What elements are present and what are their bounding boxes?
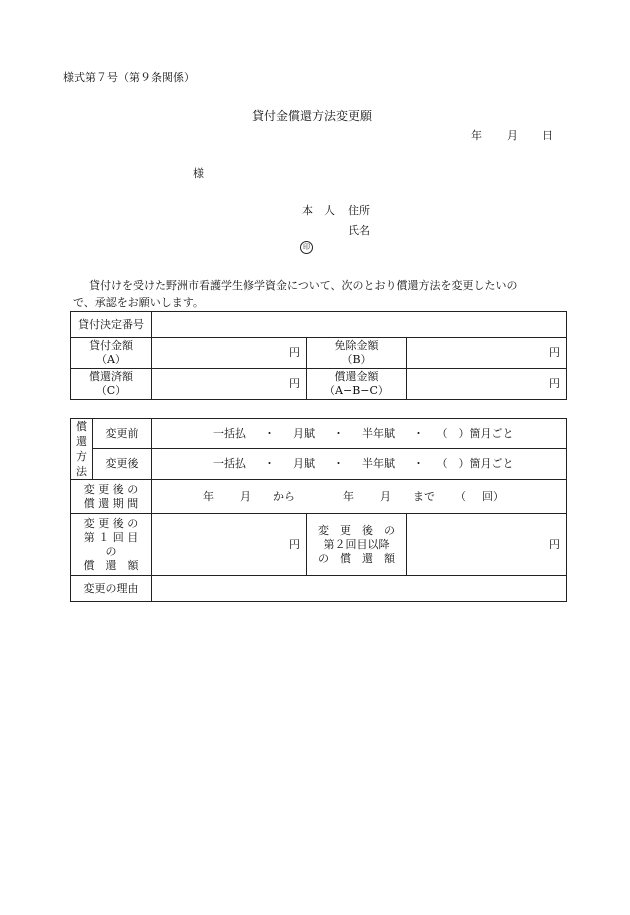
yen-unit: 円 bbox=[549, 537, 561, 551]
before-change-options[interactable]: 一括払 ・ 月賦 ・ 半年賦 ・ （ ）箇月ごと bbox=[152, 419, 567, 449]
after-change-label: 変更後 bbox=[93, 449, 152, 480]
loan-amount-field[interactable] bbox=[152, 338, 307, 369]
date-month: 月 bbox=[507, 129, 518, 142]
body-text-line2: で、承認をお願いします。 bbox=[73, 296, 204, 309]
seal-icon: 印 bbox=[300, 241, 313, 254]
repay-amount-label: 償還金額 （A−B−C） bbox=[307, 369, 407, 400]
body-text-line1: 貸付けを受けた野洲市看護学生修学資金について、次のとおり償還方法を変更したいの bbox=[89, 279, 518, 292]
repayment-period-label: 変 更 後 の 償 還 期 間 bbox=[71, 480, 152, 514]
amount-table bbox=[70, 311, 567, 400]
applicant-role: 本 人 bbox=[302, 204, 335, 217]
yen-unit: 円 bbox=[549, 377, 561, 390]
yen-unit: 円 bbox=[549, 346, 561, 359]
form-number: 様式第７号（第９条関係） bbox=[63, 71, 195, 84]
form-title: 貸付金償還方法変更願 bbox=[252, 109, 373, 123]
change-reason-field[interactable] bbox=[152, 576, 567, 602]
address-label: 住所 bbox=[348, 204, 370, 217]
before-change-label: 変更前 bbox=[93, 419, 152, 449]
name-label: 氏名 bbox=[348, 224, 370, 237]
yen-unit: 円 bbox=[289, 377, 300, 390]
first-repayment-field[interactable] bbox=[152, 514, 307, 576]
repayment-change-table bbox=[70, 418, 567, 602]
yen-unit: 円 bbox=[289, 537, 300, 551]
decision-number-field[interactable] bbox=[152, 312, 567, 338]
subsequent-repayment-field[interactable] bbox=[407, 514, 567, 576]
repaid-amount-field[interactable] bbox=[152, 369, 307, 400]
date-day: 日 bbox=[542, 129, 553, 142]
change-reason-label: 変更の理由 bbox=[71, 576, 152, 602]
exempt-amount-field[interactable] bbox=[407, 338, 567, 369]
addressee-suffix: 様 bbox=[193, 167, 204, 180]
after-change-options[interactable]: 一括払 ・ 月賦 ・ 半年賦 ・ （ ）箇月ごと bbox=[152, 449, 567, 480]
exempt-amount-label: 免除金額 （B） bbox=[307, 338, 407, 369]
loan-amount-label: 貸付金額 （A） bbox=[71, 338, 152, 369]
repay-amount-field[interactable] bbox=[407, 369, 567, 400]
repayment-method-label: 償 還 方 法 bbox=[71, 419, 93, 480]
yen-unit: 円 bbox=[289, 346, 300, 359]
seal-mark bbox=[300, 239, 313, 254]
subsequent-repayment-label: 変 更 後 の 第２回目以降 の 償 還 額 bbox=[307, 514, 407, 576]
date-year: 年 bbox=[471, 129, 482, 142]
decision-number-label: 貸付決定番号 bbox=[71, 312, 152, 338]
repayment-period-field[interactable]: 年 月 から 年 月 まで （ 回） bbox=[152, 480, 567, 514]
repaid-amount-label: 償還済額 （C） bbox=[71, 369, 152, 400]
first-repayment-label: 変 更 後 の 第 １ 回 目 の 償 還 額 bbox=[71, 514, 152, 576]
